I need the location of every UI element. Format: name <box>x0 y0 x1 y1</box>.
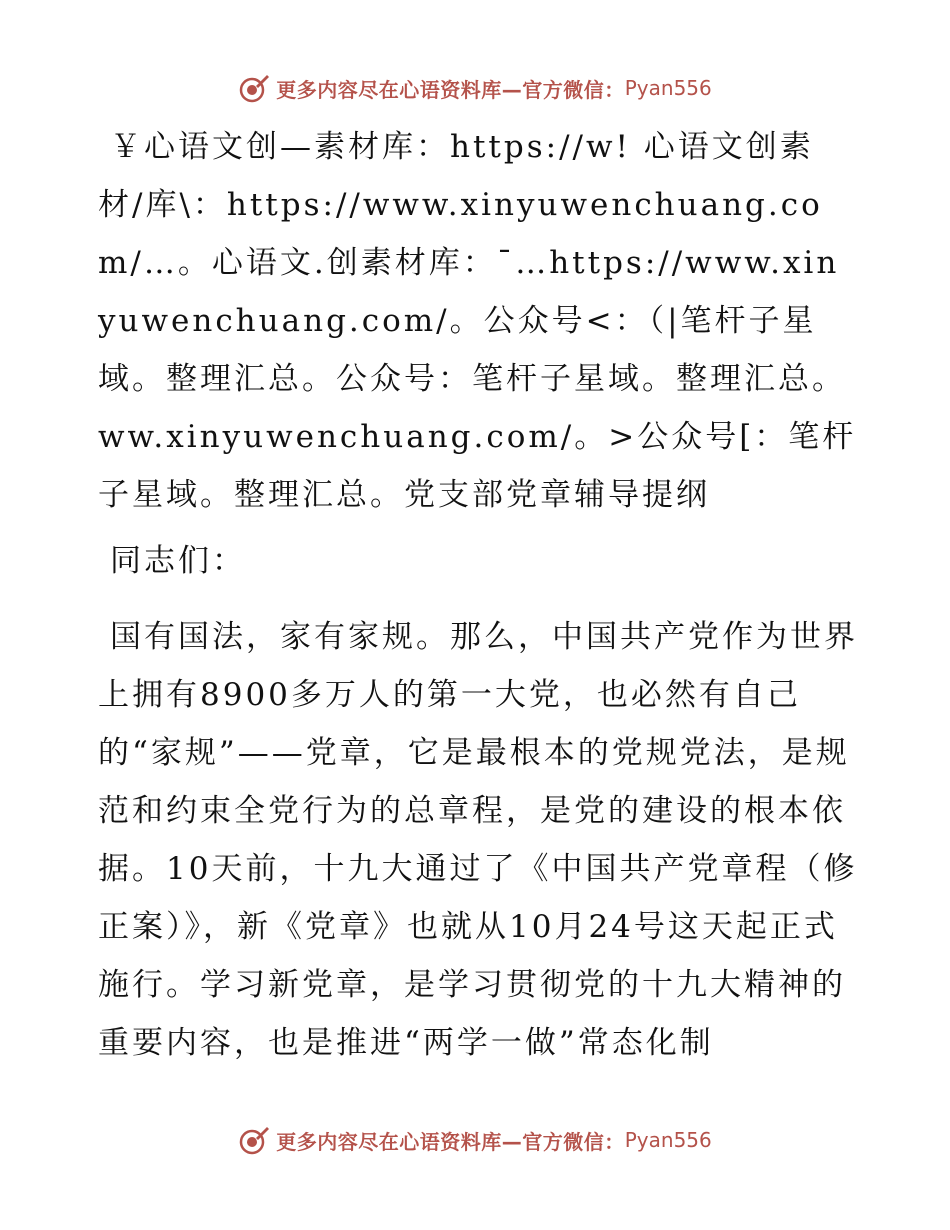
pen-seal-icon <box>238 72 270 104</box>
pen-seal-icon <box>238 1124 270 1156</box>
intro-paragraph: ￥心语文创—素材库：https://w! 心语文创素材/库\：https://www.xinyuwenchuang.com/…。心语文.创素材库：¯…https://www.xinyuwenchuang.com/。公众号<：（|笔杆子星域。整理汇总。公众号：笔杆子星域。整理汇总。ww.xinyuwenchuang.com/。>公众号[：笔杆子星域。整理汇总。党支部党章辅导提纲 <box>98 129 857 513</box>
header-banner-text: 更多内容尽在心语资料库—官方微信： <box>276 77 625 102</box>
document-body <box>98 118 858 1090</box>
footer-banner <box>0 1120 950 1160</box>
footer-wechat-id: Pyan556 <box>624 1128 712 1152</box>
salutation: 同志们： <box>110 543 246 579</box>
footer-banner-text: 更多内容尽在心语资料库—官方微信： <box>276 1129 625 1154</box>
header-wechat-id: Pyan556 <box>624 76 712 100</box>
body-paragraph: 国有国法，家有家规。那么，中国共产党作为世界上拥有8900多万人的第一大党，也必然有自己的“家规”——党章，它是最根本的党规党法，是规范和约束全党行为的总章程，是党的建设的根本依据。10天前，十九大通过了《中国共产党章程（修正案）》，新《党章》也就从10月24号这天起正式施行。学习新党章，是学习贯彻党的十九大精神的重要内容，也是推进“两学一做”常态化制 <box>98 619 858 1061</box>
header-banner <box>0 68 950 108</box>
